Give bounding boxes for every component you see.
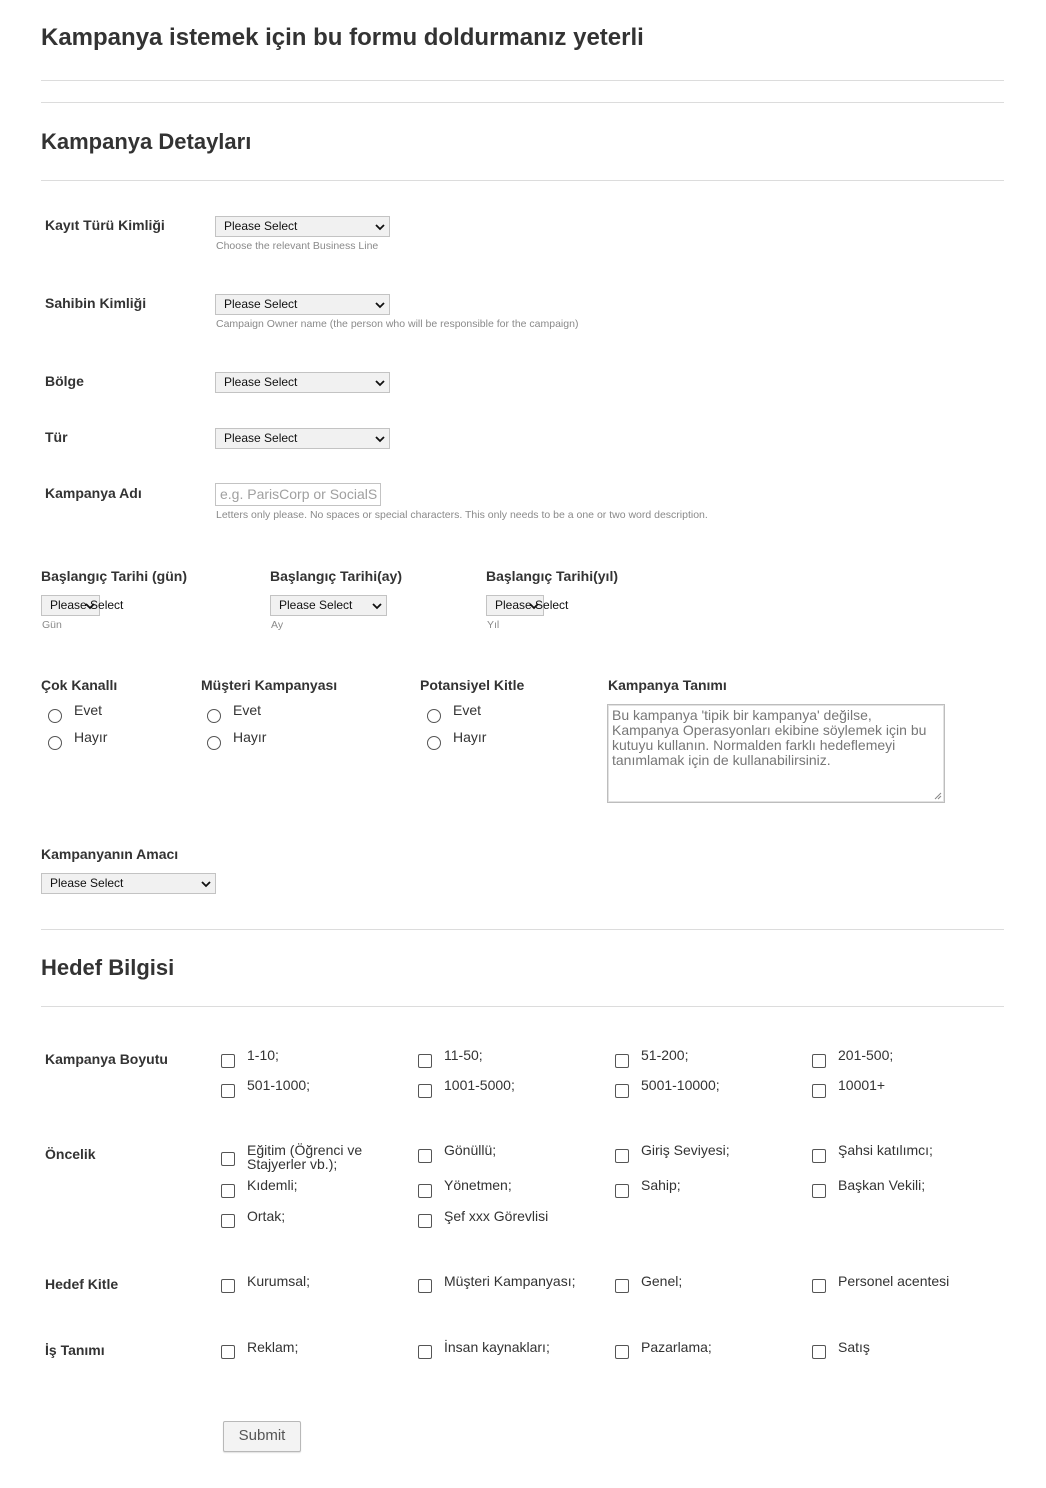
- priority-checkbox[interactable]: [221, 1184, 235, 1198]
- priority-option-label: Yönetmen;: [444, 1177, 512, 1193]
- chevron-down-icon: [375, 300, 385, 310]
- job-option-label: İnsan kaynakları;: [444, 1339, 550, 1355]
- audience-option-label: Müşteri Kampanyası;: [444, 1273, 576, 1289]
- audience-checkbox[interactable]: [812, 1279, 826, 1293]
- divider: [41, 1006, 1004, 1007]
- multichannel-yes-radio[interactable]: [48, 709, 62, 723]
- chevron-down-icon: [529, 601, 539, 611]
- multichannel-no-label: Hayır: [74, 729, 108, 745]
- audience-option-label: Genel;: [641, 1273, 683, 1289]
- campaign-name-label: Kampanya Adı: [45, 485, 142, 501]
- customer-campaign-label: Müşteri Kampanyası: [201, 677, 338, 693]
- divider: [41, 180, 1004, 181]
- record-type-select-value: Please Select: [224, 219, 298, 233]
- chevron-down-icon: [375, 222, 385, 232]
- priority-label: Öncelik: [45, 1146, 96, 1162]
- size-checkbox[interactable]: [221, 1084, 235, 1098]
- size-checkbox[interactable]: [812, 1054, 826, 1068]
- audience-checkbox[interactable]: [418, 1279, 432, 1293]
- campaign-description-label: Kampanya Tanımı: [608, 677, 727, 693]
- owner-id-select-value: Please Select: [224, 297, 298, 311]
- campaign-purpose-select-value: Please Select: [50, 876, 124, 890]
- job-option-label: Reklam;: [247, 1339, 299, 1355]
- audience-checkbox[interactable]: [221, 1279, 235, 1293]
- size-checkbox[interactable]: [418, 1084, 432, 1098]
- campaign-description-placeholder: Bu kampanya 'tipik bir kampanya' değilse, Kampanya Operasyonları ekibine söylemek için bu kutuyu kullanın. Normalden farklı hedeflemeyi tanımlamak için de kullanabilirsiniz.: [612, 707, 927, 768]
- priority-option-label: Giriş Seviyesi;: [641, 1142, 730, 1158]
- start-month-sublabel: Ay: [271, 619, 284, 631]
- campaign-name-input[interactable]: e.g. ParisCorp or SocialS: [215, 483, 381, 506]
- audience-option-label: Kurumsal;: [247, 1273, 311, 1289]
- multichannel-label: Çok Kanallı: [41, 677, 118, 693]
- potential-audience-label: Potansiyel Kitle: [420, 677, 525, 693]
- start-year-sublabel: Yıl: [487, 619, 500, 631]
- record-type-sublabel: Choose the relevant Business Line: [216, 240, 379, 252]
- size-checkbox[interactable]: [418, 1054, 432, 1068]
- size-option-label: 11-50;: [444, 1047, 483, 1063]
- target-audience-label: Hedef Kitle: [45, 1276, 119, 1292]
- record-type-label: Kayıt Türü Kimliği: [45, 217, 165, 233]
- customer-campaign-yes-radio[interactable]: [207, 709, 221, 723]
- campaign-name-sublabel: Letters only please. No spaces or special characters. This only needs to be a one or two word description.: [216, 509, 708, 521]
- chevron-down-icon: [375, 378, 385, 388]
- owner-id-select[interactable]: [215, 294, 390, 315]
- priority-option-label: Sahip;: [641, 1177, 681, 1193]
- size-option-label: 5001-10000;: [641, 1077, 720, 1093]
- size-option-label: 501-1000;: [247, 1077, 311, 1093]
- job-option-label: Satış: [838, 1339, 870, 1355]
- potential-audience-no-label: Hayır: [453, 729, 487, 745]
- multichannel-no-radio[interactable]: [48, 736, 62, 750]
- customer-campaign-yes-label: Evet: [233, 702, 262, 718]
- section-title-campaign-details: Kampanya Detayları: [41, 129, 252, 154]
- region-label: Bölge: [45, 373, 84, 389]
- start-year-label: Başlangıç Tarihi(yıl): [486, 568, 618, 584]
- chevron-down-icon: [85, 601, 95, 611]
- start-day-label: Başlangıç Tarihi (gün): [41, 568, 187, 584]
- potential-audience-no-radio[interactable]: [427, 736, 441, 750]
- priority-checkbox[interactable]: [418, 1214, 432, 1228]
- potential-audience-yes-label: Evet: [453, 702, 482, 718]
- priority-option-label: Kıdemli;: [247, 1177, 298, 1193]
- submit-button[interactable]: Submit: [223, 1421, 301, 1452]
- start-day-select-value: Please Select: [50, 598, 124, 612]
- size-checkbox[interactable]: [221, 1054, 235, 1068]
- job-checkbox[interactable]: [615, 1345, 629, 1359]
- priority-checkbox[interactable]: [615, 1149, 629, 1163]
- owner-id-sublabel: Campaign Owner name (the person who will be responsible for the campaign): [216, 318, 579, 330]
- type-select-value: Please Select: [224, 431, 298, 445]
- job-checkbox[interactable]: [812, 1345, 826, 1359]
- start-day-sublabel: Gün: [42, 619, 62, 631]
- divider: [41, 102, 1004, 103]
- priority-option-label: Eğitim (Öğrenci ve Stajyerler vb.);: [247, 1142, 363, 1172]
- campaign-size-label: Kampanya Boyutu: [45, 1051, 168, 1067]
- customer-campaign-no-radio[interactable]: [207, 736, 221, 750]
- priority-checkbox[interactable]: [418, 1184, 432, 1198]
- priority-option-label: Başkan Vekili;: [838, 1177, 926, 1193]
- priority-option-label: Gönüllü;: [444, 1142, 497, 1158]
- start-month-select-value: Please Select: [279, 598, 353, 612]
- priority-option-label: Şahsi katılımcı;: [838, 1142, 933, 1158]
- priority-option-label: Şef xxx Görevlisi: [444, 1208, 549, 1224]
- section-title-target-info: Hedef Bilgisi: [41, 955, 175, 980]
- chevron-down-icon: [375, 434, 385, 444]
- campaign-description-textarea[interactable]: [607, 704, 945, 803]
- divider: [41, 929, 1004, 930]
- job-description-label: İş Tanımı: [45, 1342, 105, 1358]
- start-month-label: Başlangıç Tarihi(ay): [270, 568, 403, 584]
- chevron-down-icon: [372, 601, 382, 611]
- priority-checkbox[interactable]: [812, 1184, 826, 1198]
- job-checkbox[interactable]: [221, 1345, 235, 1359]
- start-year-select-value: Please Select: [495, 598, 569, 612]
- owner-id-label: Sahibin Kimliği: [45, 295, 147, 311]
- type-label: Tür: [45, 429, 68, 445]
- priority-checkbox[interactable]: [812, 1149, 826, 1163]
- size-checkbox[interactable]: [812, 1084, 826, 1098]
- resize-grip-icon[interactable]: [934, 792, 942, 800]
- record-type-select[interactable]: [215, 216, 390, 237]
- job-option-label: Pazarlama;: [641, 1339, 712, 1355]
- size-option-label: 1001-5000;: [444, 1077, 515, 1093]
- start-day-select[interactable]: [41, 595, 124, 616]
- multichannel-yes-label: Evet: [74, 702, 103, 718]
- size-checkbox[interactable]: [615, 1054, 629, 1068]
- campaign-purpose-select[interactable]: [41, 873, 216, 894]
- region-select[interactable]: [215, 372, 390, 393]
- type-select[interactable]: [215, 428, 390, 449]
- priority-checkbox[interactable]: [221, 1152, 235, 1166]
- audience-checkbox[interactable]: [615, 1279, 629, 1293]
- job-checkbox[interactable]: [418, 1345, 432, 1359]
- audience-option-label: Personel acentesi: [838, 1273, 950, 1289]
- form-title: Kampanya istemek için bu formu doldurmanız yeterli: [41, 24, 644, 51]
- size-option-label: 201-500;: [838, 1047, 894, 1063]
- start-month-select[interactable]: [270, 595, 387, 616]
- customer-campaign-no-label: Hayır: [233, 729, 267, 745]
- region-select-value: Please Select: [224, 375, 298, 389]
- divider: [41, 80, 1004, 81]
- priority-option-label: Ortak;: [247, 1208, 286, 1224]
- potential-audience-yes-radio[interactable]: [427, 709, 441, 723]
- size-option-label: 10001+: [838, 1077, 886, 1093]
- size-checkbox[interactable]: [615, 1084, 629, 1098]
- campaign-purpose-label: Kampanyanın Amacı: [41, 846, 179, 862]
- size-option-label: 51-200;: [641, 1047, 689, 1063]
- start-year-select[interactable]: [486, 595, 569, 616]
- chevron-down-icon: [201, 879, 211, 889]
- priority-checkbox[interactable]: [221, 1214, 235, 1228]
- priority-checkbox[interactable]: [615, 1184, 629, 1198]
- size-option-label: 1-10;: [247, 1047, 279, 1063]
- priority-checkbox[interactable]: [418, 1149, 432, 1163]
